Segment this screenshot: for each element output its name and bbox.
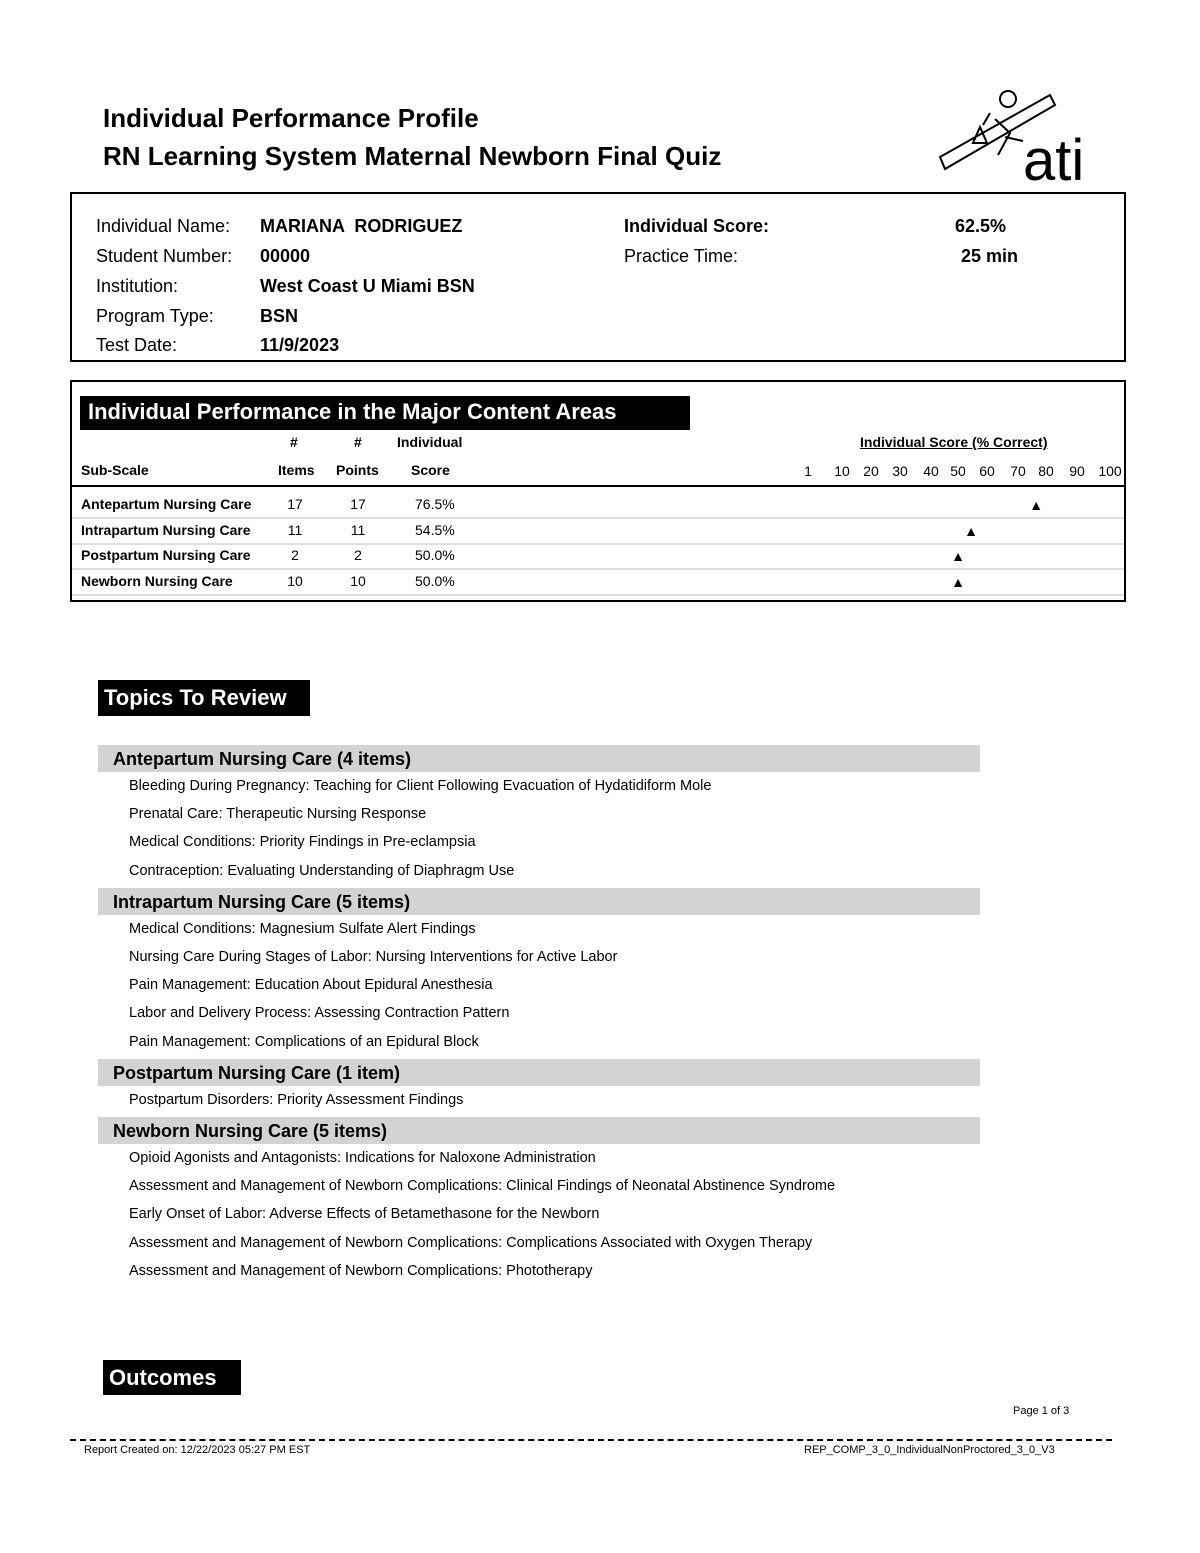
scale-tick: 10	[834, 463, 850, 479]
topic-item: Nursing Care During Stages of Labor: Nursing Interventions for Active Labor	[129, 949, 618, 965]
topic-item: Opioid Agonists and Antagonists: Indications for Naloxone Administration	[129, 1150, 596, 1166]
col-points: Points	[336, 462, 379, 478]
col-points-hash: #	[354, 434, 362, 450]
footer-divider	[70, 1439, 1112, 1441]
topic-item: Contraception: Evaluating Understanding of Diaphragm Use	[129, 862, 515, 879]
scale-title: Individual Score (% Correct)	[860, 434, 1048, 450]
col-individual: Individual	[397, 434, 463, 450]
student-number-label: Student Number:	[96, 246, 233, 266]
topic-item: Assessment and Management of Newborn Complications: Complications Associated with Oxygen Therapy	[129, 1234, 813, 1251]
score-marker-icon: ▲	[951, 548, 965, 564]
topic-category: Postpartum Nursing Care (1 item)	[98, 1059, 980, 1086]
scale-tick: 70	[1010, 463, 1026, 479]
row-subscale-name: Intrapartum Nursing Care	[81, 521, 251, 538]
performance-banner: Individual Performance in the Major Content Areas	[80, 396, 690, 430]
col-items-hash: #	[290, 434, 298, 450]
topic-category: Newborn Nursing Care (5 items)	[98, 1117, 980, 1144]
score-marker-icon: ▲	[951, 573, 965, 590]
topic-item: Labor and Delivery Process: Assessing Contraction Pattern	[129, 1005, 510, 1022]
test-date-value: 11/9/2023	[260, 335, 340, 355]
topic-item: Prenatal Care: Therapeutic Nursing Response	[129, 806, 427, 823]
scale-tick: 40	[923, 463, 939, 479]
topic-category: Antepartum Nursing Care (4 items)	[98, 745, 980, 772]
report-title: Individual Performance Profile	[103, 103, 479, 133]
topic-item: Postpartum Disorders: Priority Assessment Findings	[129, 1091, 464, 1108]
ati-logo	[935, 85, 1105, 185]
row-score: 54.5%	[415, 521, 455, 538]
topic-item: Medical Conditions: Magnesium Sulfate Alert Findings	[129, 920, 476, 937]
row-subscale-name: Newborn Nursing Care	[81, 572, 233, 589]
row-items: 17	[287, 496, 303, 512]
practice-time-value: 25 min	[961, 246, 1019, 266]
report-code: REP_COMP_3_0_IndividualNonProctored_3_0_V3	[804, 1444, 1055, 1456]
topic-item: Early Onset of Labor: Adverse Effects of Betamethasone for the Newborn	[129, 1206, 600, 1223]
name-value: MARIANA RODRIGUEZ	[260, 216, 463, 236]
scale-tick: 1	[804, 463, 812, 479]
topic-item: Assessment and Management of Newborn Complications: Phototherapy	[129, 1262, 593, 1279]
col-subscale: Sub-Scale	[81, 462, 149, 478]
individual-score-label: Individual Score:	[624, 216, 770, 236]
row-divider	[72, 568, 1124, 570]
scale-tick: 20	[863, 463, 879, 479]
row-divider	[72, 517, 1124, 519]
score-marker-icon: ▲	[964, 522, 978, 539]
name-label: Individual Name:	[96, 216, 231, 236]
row-points: 2	[354, 547, 362, 563]
topic-item: Assessment and Management of Newborn Complications: Clinical Findings of Neonatal Abstinence Syndrome	[129, 1178, 836, 1195]
scale-tick: 100	[1098, 463, 1122, 479]
score-marker-icon: ▲	[1029, 497, 1044, 513]
row-score: 76.5%	[415, 496, 455, 512]
program-type-label: Program Type:	[96, 306, 214, 326]
scale-tick: 50	[950, 463, 966, 479]
test-date-label: Test Date:	[96, 335, 178, 355]
topic-item: Pain Management: Education About Epidural Anesthesia	[129, 977, 493, 994]
program-type-value: BSN	[260, 306, 299, 326]
row-points: 17	[350, 496, 366, 512]
row-divider	[72, 543, 1124, 545]
row-divider	[72, 594, 1124, 596]
student-number-value: 00000	[260, 246, 311, 266]
quiz-title: RN Learning System Maternal Newborn Final Quiz	[103, 141, 722, 171]
scale-tick: 30	[892, 463, 908, 479]
scale-tick: 90	[1069, 463, 1085, 479]
institution-label: Institution:	[96, 276, 179, 296]
row-items: 2	[291, 547, 299, 563]
logo-text: ati	[1023, 128, 1085, 185]
report-created: Report Created on: 12/22/2023 05:27 PM EST	[84, 1444, 311, 1456]
col-items: Items	[278, 462, 315, 478]
topic-item: Bleeding During Pregnancy: Teaching for Client Following Evacuation of Hydatidiform Mole	[129, 778, 712, 794]
row-points: 10	[350, 572, 366, 589]
topic-category: Intrapartum Nursing Care (5 items)	[98, 888, 980, 915]
topics-banner: Topics To Review	[98, 680, 310, 716]
outcomes-banner: Outcomes	[103, 1360, 241, 1395]
row-items: 11	[287, 521, 303, 538]
institution-value: West Coast U Miami BSN	[260, 276, 475, 296]
row-subscale-name: Postpartum Nursing Care	[81, 547, 251, 563]
header-divider	[72, 485, 1124, 487]
scale-tick: 60	[979, 463, 995, 479]
row-points: 11	[350, 521, 366, 538]
col-score: Score	[411, 462, 450, 478]
row-score: 50.0%	[415, 572, 455, 589]
row-score: 50.0%	[415, 547, 455, 563]
practice-time-label: Practice Time:	[624, 246, 739, 266]
row-subscale-name: Antepartum Nursing Care	[81, 496, 252, 512]
page-number: Page 1 of 3	[1013, 1405, 1070, 1417]
individual-score-value: 62.5%	[955, 216, 1007, 236]
row-items: 10	[287, 572, 303, 589]
topic-item: Pain Management: Complications of an Epidural Block	[129, 1033, 479, 1050]
topic-item: Medical Conditions: Priority Findings in Pre-eclampsia	[129, 834, 476, 851]
scale-tick: 80	[1038, 463, 1054, 479]
